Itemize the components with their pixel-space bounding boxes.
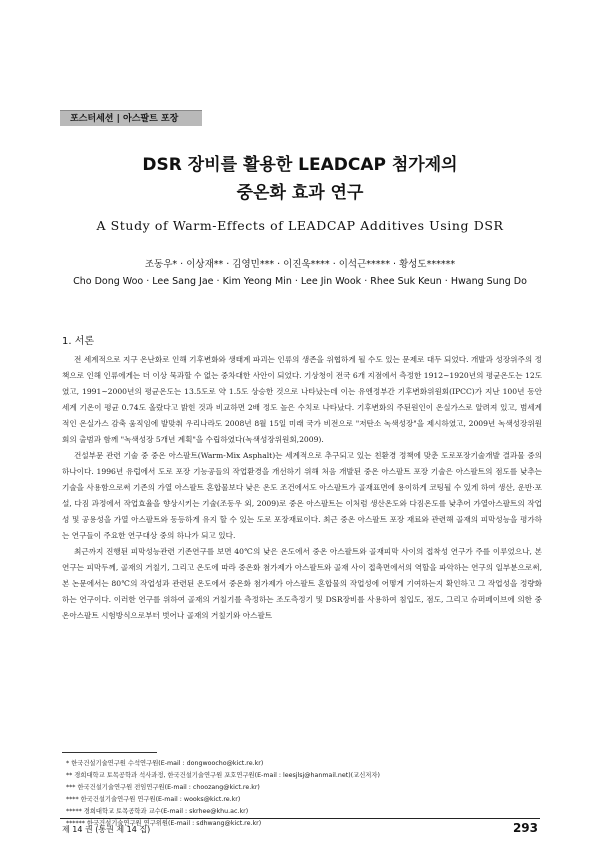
paper-title-line2: 중온화 효과 연구 xyxy=(236,183,364,203)
footnote-divider xyxy=(62,752,157,753)
footnotes xyxy=(66,758,546,830)
footnote: ****** 한국건설기술연구원 연구위원(E-mail : sdhwang@kict.re.kr) xyxy=(66,820,262,827)
paragraph: 전 세계적으로 지구 온난화로 인해 기후변화와 생태계 파괴는 인류의 생존을 위협하게 될 수도 있는 문제로 대두 되었다. 개발과 성장위주의 정책으로 인해 인류에게는 더 이상 묵과할 수 없는 중차대한 사안이 되었다. 기상청이 전국 6개 지점에서 측정한 1912~1920년의 평균온도는 12도였고, 1991~2000년의 평균온도는 13.5도로 약 1.5도 상승한 것으로 나타났는데 이는 유엔정부간 기후변화위원회(IPCC)가 지난 100년 동안 세계 기온이 평균 0.74도 올랐다고 밝힌 것과 비교하면 2배 정도 높은 수치로 나타났다. 기후변화의 주된원인이 온실가스로 알려져 있고, 범세계적인 온실가스 감축 움직임에 발맞춰 우리나라도 2008년 8월 15일 미래 국가 비전으로 "저탄소 녹색성장"을 제시하였고, 2009년 녹색성장위원회의 출범과 함께 "녹색성장 5개년 계획"을 수립하였다(녹색성장위원회,2009). xyxy=(62,355,542,444)
footnote: **** 한국건설기술연구원 연구원(E-mail : wooks@kict.re.kr) xyxy=(66,796,241,803)
paragraph: 최근까지 진행된 피막성능관련 기존연구를 보면 40℃의 낮은 온도에서 중온 아스팔트와 골재피막 사이의 접착성 연구가 주를 이루었으나, 본 연구는 피막두께, 골재의 거칠기, 그리고 온도에 따라 중온화 첨가제가 아스팔트와 골재 사이 접촉면에서의 역할을 파악하는 연구의 일부분으로써, 본 논문에서는 80℃의 작업성과 관련된 온도에서 중온화 첨가제가 아스팔트 혼합물의 작업성에 어떻게 기여하는지 확인하고 그 작업성을 정량화 하는 연구이다. 이러한 연구를 위하여 골재의 거칠기를 측정하는 조도측정기 및 DSR장비를 사용하여 침입도, 점도, 그리고 슈퍼페이브에 의한 중온아스팔트 시험방식으로부터 벗어나 골재의 거칠기와 아스팔트 xyxy=(62,547,542,620)
page-number: 293 xyxy=(512,821,538,835)
section-heading: 1. 서론 xyxy=(62,336,95,347)
session-tag: 포스터세션 | 아스팔트 포장 xyxy=(60,110,202,126)
paragraph: 건설부문 관련 기술 중 중온 아스팔트(Warm-Mix Asphalt)는 세계적으로 추구되고 있는 친환경 정책에 맞춘 도로포장기술개발 결과물 중의 하나이다. 1996년 유럽에서 도로 포장 기능공들의 작업환경을 개선하기 위해 처음 개발된 중온 아스팔트 포장 기술은 아스팔트의 점도를 낮추는 기술을 사용함으로써 기존의 가열 아스팔트 혼합물보다 낮은 온도 조건에서도 아스팔트가 골재표면에 용이하게 코팅될 수 있게 하여 생산, 운반·포설, 다짐 과정에서 작업효율을 향상시키는 기술(조동우 외, 2009)로 중온 아스팔트는 이처럼 생산온도와 다짐온도를 낮추어 가열아스팔트의 작업성 및 공용성을 가열 아스팔트와 동등하게 유지 할 수 있는 도로 포장재료이다. 최근 중온 아스팔트 포장 재료와 관련해 골재의 피막성능을 평가하는 연구들이 주요한 연구대상 중의 하나가 되고 있다. xyxy=(62,451,542,540)
footnote: *** 한국건설기술연구원 전임연구원(E-mail : choozang@kict.re.kr) xyxy=(66,784,260,791)
footer-divider xyxy=(60,818,540,819)
authors-korean: 조동우* · 이상재** · 김영민*** · 이진욱**** · 이석근***** · 황성도****** xyxy=(144,259,456,270)
body-text xyxy=(62,352,542,624)
footer-issue: 제 14 권 (통권 제 14 집) xyxy=(62,825,151,834)
english-title: A Study of Warm-Effects of LEADCAP Additives Using DSR xyxy=(96,218,504,233)
paper-title-line1: DSR 장비를 활용한 LEADCAP 첨가제의 xyxy=(142,155,458,175)
footnote: * 한국건설기술연구원 수석연구원(E-mail : dongwoocho@kict.re.kr) xyxy=(66,760,264,767)
authors-english: Cho Dong Woo · Lee Sang Jae · Kim Yeong Min · Lee Jin Wook · Rhee Suk Keun · Hwang Sung Do xyxy=(73,276,527,287)
footnote: ** 경희대학교 토목공학과 석사과정, 한국건설기술연구원 포호연구원(E-mail : leesjlsj@hanmail.net)(교신저자) xyxy=(66,772,380,779)
footnote: ***** 경희대학교 토목공학과 교수(E-mail : skrhee@khu.ac.kr) xyxy=(66,808,249,815)
